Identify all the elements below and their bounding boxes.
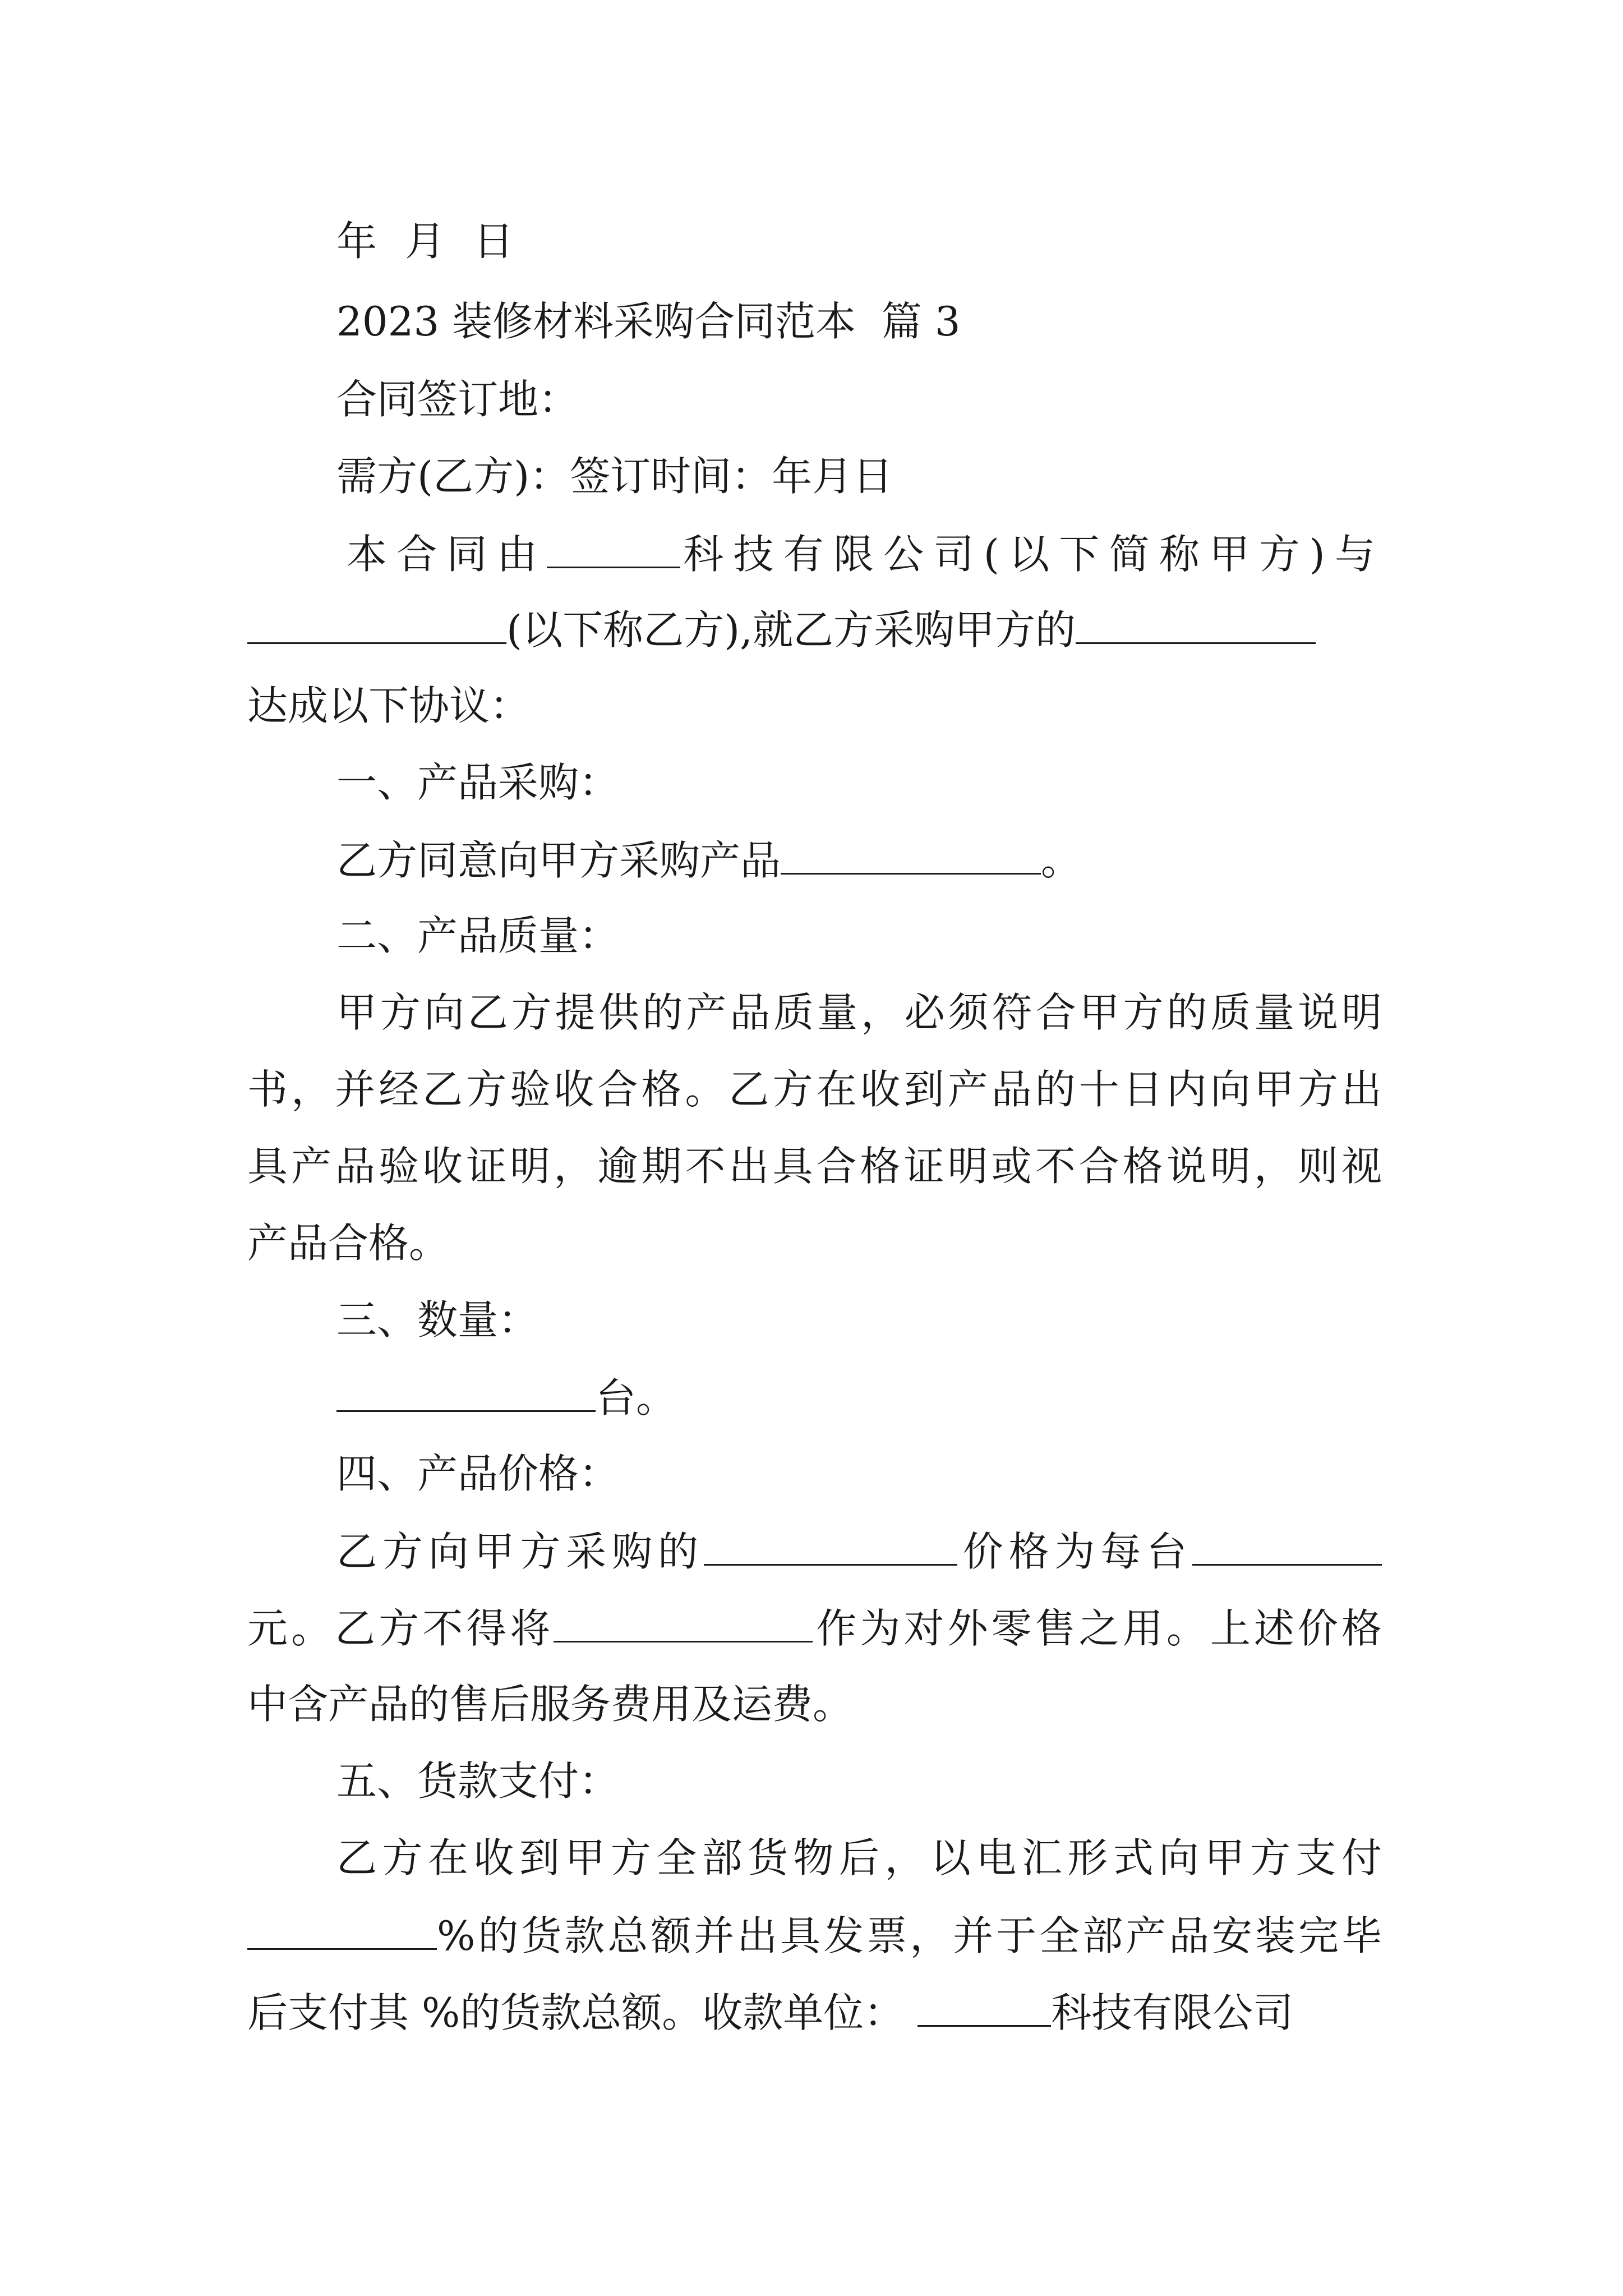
section-1-title: 一、产品采购： (336, 759, 620, 806)
section-4-text-1b: 价格为每台 (957, 1528, 1192, 1575)
section-5-line-3 (247, 1985, 1293, 2040)
section-5-text-2b: %的货款总额并出具发票，并于全部产品安装完毕 (437, 1912, 1382, 1959)
date-day: 日 (473, 218, 514, 265)
section-3-title: 三、数量： (336, 1296, 539, 1343)
buyer-line: 需方(乙方)：签订时间：年月日 (336, 453, 893, 500)
date-year: 年 (336, 218, 377, 265)
section-4-text-2a: 元。乙方不得将 (247, 1605, 554, 1652)
payee-company-blank (917, 1985, 1051, 2027)
section-1-text-a: 乙方同意向甲方采购产品 (336, 837, 781, 884)
section-5-title: 五、货款支付： (336, 1757, 620, 1805)
intro-line-2 (247, 602, 1316, 657)
section-2-line-2: 书，并经乙方验收合格。乙方在收到产品的十日内向甲方出 (247, 1066, 1382, 1113)
intro-text-1a: 本合同由 (347, 531, 547, 578)
product-name-blank (781, 832, 1041, 875)
section-2-line-1: 甲方向乙方提供的产品质量，必须符合甲方的质量说明 (336, 989, 1382, 1036)
intro-line-1 (347, 526, 1382, 581)
section-2-line-4: 产品合格。 (247, 1220, 450, 1267)
intro-line-3: 达成以下协议： (247, 682, 531, 729)
section-5-text-3b: 科技有限公司 (1051, 1989, 1294, 2036)
section-2-title: 二、产品质量： (336, 912, 620, 959)
section-5-line-2 (247, 1908, 1382, 1963)
section-4-title: 四、产品价格： (336, 1450, 620, 1497)
price-product-blank (704, 1524, 957, 1566)
intro-text-2a: (以下称乙方),就乙方采购甲方的 (506, 606, 1076, 654)
date-month: 月 (405, 218, 446, 265)
section-3-unit: 台。 (596, 1374, 677, 1421)
section-3-body (336, 1370, 676, 1425)
section-1-body (336, 832, 1081, 887)
resale-product-blank (554, 1600, 813, 1642)
section-4-line-1 (336, 1524, 1382, 1579)
intro-text-1b: 科技有限公司(以下简称甲方)与 (680, 531, 1382, 578)
section-1-text-b: 。 (1041, 837, 1082, 884)
section-4-line-2 (247, 1600, 1382, 1655)
product-blank (1076, 602, 1316, 644)
section-4-line-3: 中含产品的售后服务费用及运费。 (247, 1681, 854, 1728)
date-line (336, 214, 514, 268)
section-5-line-1: 乙方在收到甲方全部货物后，以电汇形式向甲方支付 (336, 1834, 1382, 1881)
section-4-text-1a: 乙方向甲方采购的 (336, 1528, 704, 1575)
first-payment-percent-blank (247, 1908, 437, 1950)
section-2-line-3: 具产品验收证明，逾期不出具合格证明或不合格说明，则视 (247, 1143, 1382, 1190)
section-5-text-3a: 后支付其 %的货款总额。收款单位： (247, 1989, 905, 2036)
company-blank (547, 526, 680, 568)
unit-price-blank (1192, 1524, 1382, 1566)
sign-place: 合同签订地： (336, 376, 579, 423)
section-4-text-2b: 作为对外零售之用。上述价格 (813, 1605, 1382, 1652)
party-b-blank (247, 602, 506, 644)
contract-heading: 2023 装修材料采购合同范本 篇 3 (336, 298, 961, 345)
quantity-blank (336, 1370, 596, 1412)
